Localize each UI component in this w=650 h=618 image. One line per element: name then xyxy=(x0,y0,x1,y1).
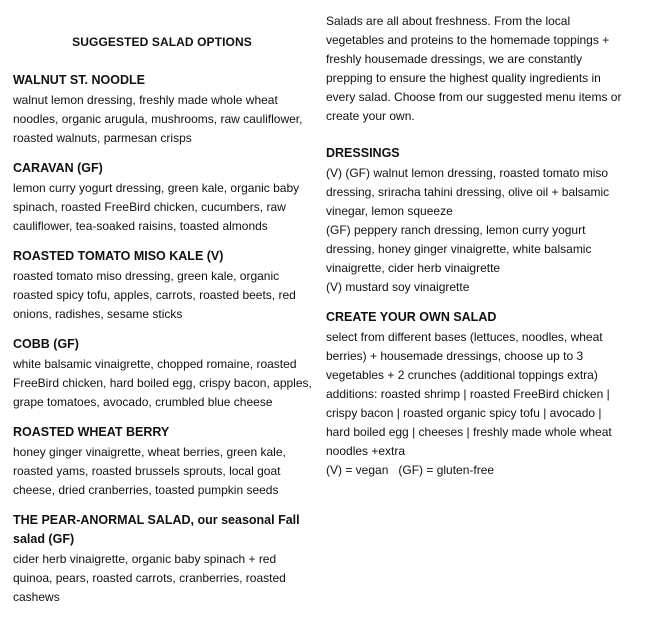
salad-name: WALNUT ST. NOODLE xyxy=(13,73,145,87)
section-heading: DRESSINGS xyxy=(326,146,400,160)
salad-item-caravan xyxy=(13,159,313,236)
salad-description: honey ginger vinaigrette, wheat berries, green kale, roasted yams, roasted brussels sprouts, local goat cheese, dried cranberries, toasted pumpkin seeds xyxy=(13,445,286,497)
section-heading: CREATE YOUR OWN SALAD xyxy=(326,310,497,324)
additions-list: additions: roasted shrimp | roasted FreeBird chicken | crispy bacon | roasted organic spicy tofu | avocado | hard boiled egg | cheeses | freshly made whole wheat noodles +extra xyxy=(326,387,612,458)
salad-name: CARAVAN (GF) xyxy=(13,161,103,175)
salad-item-roasted-tomato-miso-kale xyxy=(13,247,313,324)
salad-item-roasted-wheat-berry xyxy=(13,423,313,500)
dressing-list-gf: (GF) peppery ranch dressing, lemon curry yogurt dressing, honey ginger vinaigrette, white balsamic vinaigrette, cider herb vinaigrette xyxy=(326,223,592,275)
dressing-list-vegan-gf: (V) (GF) walnut lemon dressing, roasted tomato miso dressing, sriracha tahini dressing, olive oil + balsamic vinegar, lemon squeeze xyxy=(326,166,610,218)
salad-item-cobb xyxy=(13,335,313,412)
page-title: SUGGESTED SALAD OPTIONS xyxy=(72,35,252,49)
salad-name: ROASTED TOMATO MISO KALE (V) xyxy=(13,249,224,263)
create-your-own-section xyxy=(326,308,626,480)
salad-item-walnut-st-noodle xyxy=(13,71,313,148)
salad-description: walnut lemon dressing, freshly made whole wheat noodles, organic arugula, mushrooms, raw cauliflower, roasted walnuts, parmesan crisps xyxy=(13,93,303,145)
dressing-list-vegan: (V) mustard soy vinaigrette xyxy=(326,280,470,294)
salad-name: COBB (GF) xyxy=(13,337,79,351)
salad-description: roasted tomato miso dressing, green kale, organic roasted spicy tofu, apples, carrots, roasted beets, red onions, radishes, sesame sticks xyxy=(13,269,296,321)
salad-item-pear-anormal xyxy=(13,511,313,607)
salad-description: lemon curry yogurt dressing, green kale, organic baby spinach, roasted FreeBird chicken, cucumbers, raw cauliflower, tea-soaked raisins, toasted almonds xyxy=(13,181,300,233)
create-instructions: select from different bases (lettuces, noodles, wheat berries) + housemade dressings, choose up to 3 vegetables + 2 crunches (additional toppings extra) xyxy=(326,330,603,382)
suggested-salads-column xyxy=(13,33,313,618)
info-column xyxy=(326,12,626,491)
salad-name: THE PEAR-ANORMAL SALAD, our seasonal Fall salad (GF) xyxy=(13,513,300,546)
intro-paragraph: Salads are all about freshness. From the local vegetables and proteins to the homemade toppings + freshly housemade dressings, we are constantly prepping to ensure the highest quality ingredients in every salad. Choose from our suggested menu items or create your own. xyxy=(326,14,622,123)
dressings-section xyxy=(326,144,626,297)
salad-description: cider herb vinaigrette, organic baby spinach + red quinoa, pears, roasted carrots, cranberries, roasted cashews xyxy=(13,552,286,604)
salad-name: ROASTED WHEAT BERRY xyxy=(13,425,170,439)
legend: (V) = vegan (GF) = gluten-free xyxy=(326,463,495,477)
salad-description: white balsamic vinaigrette, chopped romaine, roasted FreeBird chicken, hard boiled egg, crispy bacon, apples, grape tomatoes, avocado, crumbled blue cheese xyxy=(13,357,312,409)
